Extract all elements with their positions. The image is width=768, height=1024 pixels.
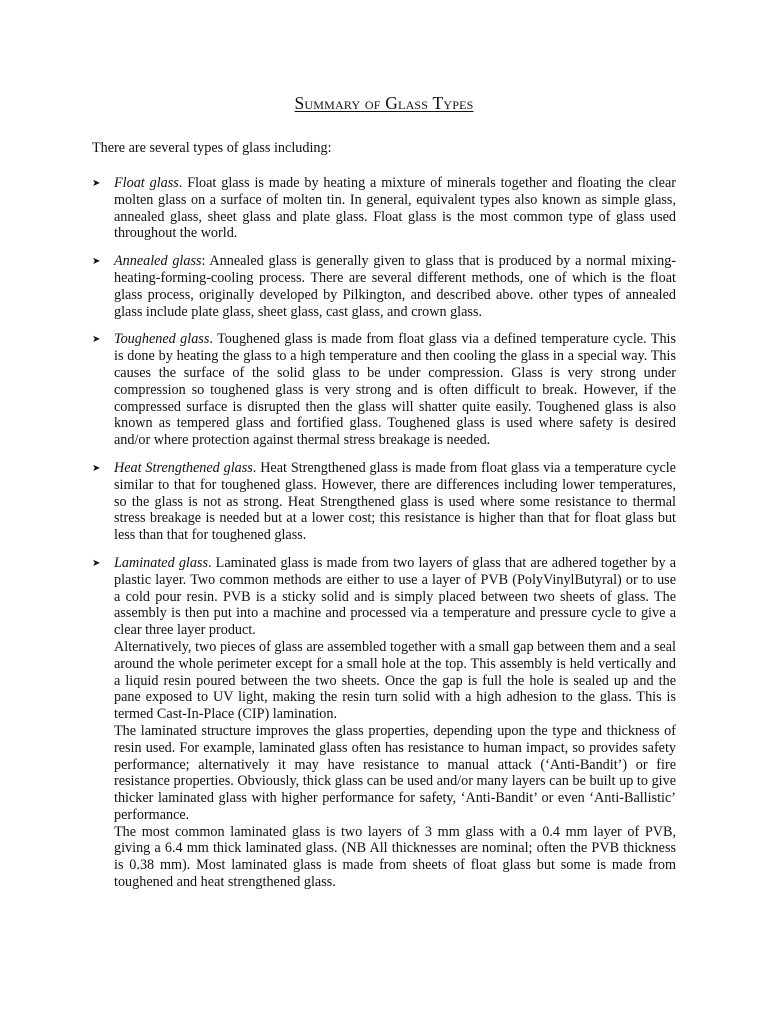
laminated-paragraph-alternative: Alternatively, two pieces of glass are assembled together with a small gap between them and a seal around the whole perimeter except for a small hole at the top. This assembly is held vertically and a liquid resin poured between the two sheets. Once the gap is full the hole is sealed up and the pane exposed to UV light, making the resin turn solid with a high adhesion to the glass. This is termed Cast-In-Place (CIP) lamination. [114, 638, 676, 723]
item-separator: . [209, 331, 218, 348]
arrow-bullet-icon: ➤ [92, 256, 101, 268]
item-term: Annealed glass [114, 253, 202, 270]
arrow-bullet-icon: ➤ [92, 462, 101, 474]
item-paragraph [114, 175, 676, 242]
item-term: Laminated glass [114, 554, 208, 571]
arrow-bullet-icon: ➤ [92, 178, 101, 189]
page-title: Summary of Glass Types [294, 93, 474, 113]
item-text: Annealed glass is generally given to glass that is produced by a normal mixing-heating-forming-cooling process. There are several different methods, one of which is the float glass process, originally developed by Pilkington, and described above. other types of annealed glass include plate glass, sheet glass, cast glass, and crown glass. [114, 253, 677, 320]
item-paragraph [114, 253, 676, 320]
item-paragraph [114, 460, 676, 544]
item-term: Float glass [114, 175, 179, 191]
list-item-heat-strengthened-glass [92, 460, 676, 544]
list-item-float-glass [92, 175, 676, 242]
arrow-bullet-icon: ➤ [92, 557, 101, 569]
item-term: Toughened glass [114, 331, 210, 348]
item-separator: . [252, 459, 261, 476]
list-item-toughened-glass [92, 331, 676, 449]
item-text: Toughened glass is made from float glass via a defined temperature cycle. This is done by heating the glass to a high temperature and then cooling the glass in a special way. This causes the surface of the solid glass to be under compression. Glass is very strong under compression so toughened glass is very strong and is often difficult to break. However, if the compressed surface is disrupted then the glass will shatter quite easily. Toughened glass is also known as tempered glass and fortified glass. Toughened glass is used where safety is desired and/or where protection against thermal stress breakage is needed. [114, 331, 677, 449]
item-term: Heat Strengthened glass [114, 459, 253, 476]
item-paragraph [114, 331, 676, 449]
item-text: Float glass is made by heating a mixture of minerals together and floating the clear molten glass on a surface of molten tin. In general, equivalent types also known as simple glass, annealed glass, sheet glass and plate glass. Float glass is the most common type of glass used throughout the world. [114, 175, 677, 242]
list-item-annealed-glass [92, 253, 676, 320]
item-text: Heat Strengthened glass is made from float glass via a temperature cycle similar to that for toughened glass. However, there are differences including lower temperatures, so the glass is not as strong. Heat Strengthened glass is used where some resistance to thermal stress breakage is needed but at a lower cost; this resistance is higher than that for float glass but less than that for toughened glass. [114, 459, 676, 544]
item-text: Laminated glass is made from two layers of glass that are adhered together by a plastic layer. Two common methods are either to use a layer of PVB (PolyVinylButyral) or to use a cold pour resin. PVB is a sticky solid and is simply placed between two sheets of glass. The assembly is then put into a machine and processed via a temperature and pressure cycle to give a clear three layer product. [114, 554, 676, 639]
item-separator: . [178, 175, 188, 191]
arrow-bullet-icon: ➤ [92, 334, 101, 346]
item-separator: : [201, 253, 210, 270]
glass-type-list [92, 175, 676, 902]
laminated-paragraph-structure: The laminated structure improves the glass properties, depending upon the type and thickness of resin used. For example, laminated glass often has resistance to human impact, so provides safety performance; alternatively it may have resistance to manual attack (‘Anti-Bandit’) or fire resistance properties. Obviously, thick glass can be used and/or many layers can be built up to give thicker laminated glass with higher performance for safety, ‘Anti-Bandit’ or even ‘Anti-Ballistic’ performance. [114, 722, 676, 823]
item-separator: . [208, 554, 216, 571]
laminated-paragraph-common: The most common laminated glass is two layers of 3 mm glass with a 0.4 mm layer of PVB, giving a 6.4 mm thick laminated glass. (NB All thicknesses are nominal; often the PVB thickness is 0.38 mm). Most laminated glass is made from sheets of float glass but some is made from toughened and heat strengthened glass. [114, 823, 676, 891]
list-item-laminated-glass [92, 555, 676, 891]
intro-text: There are several types of glass including: [92, 140, 332, 156]
item-paragraph [114, 555, 676, 639]
